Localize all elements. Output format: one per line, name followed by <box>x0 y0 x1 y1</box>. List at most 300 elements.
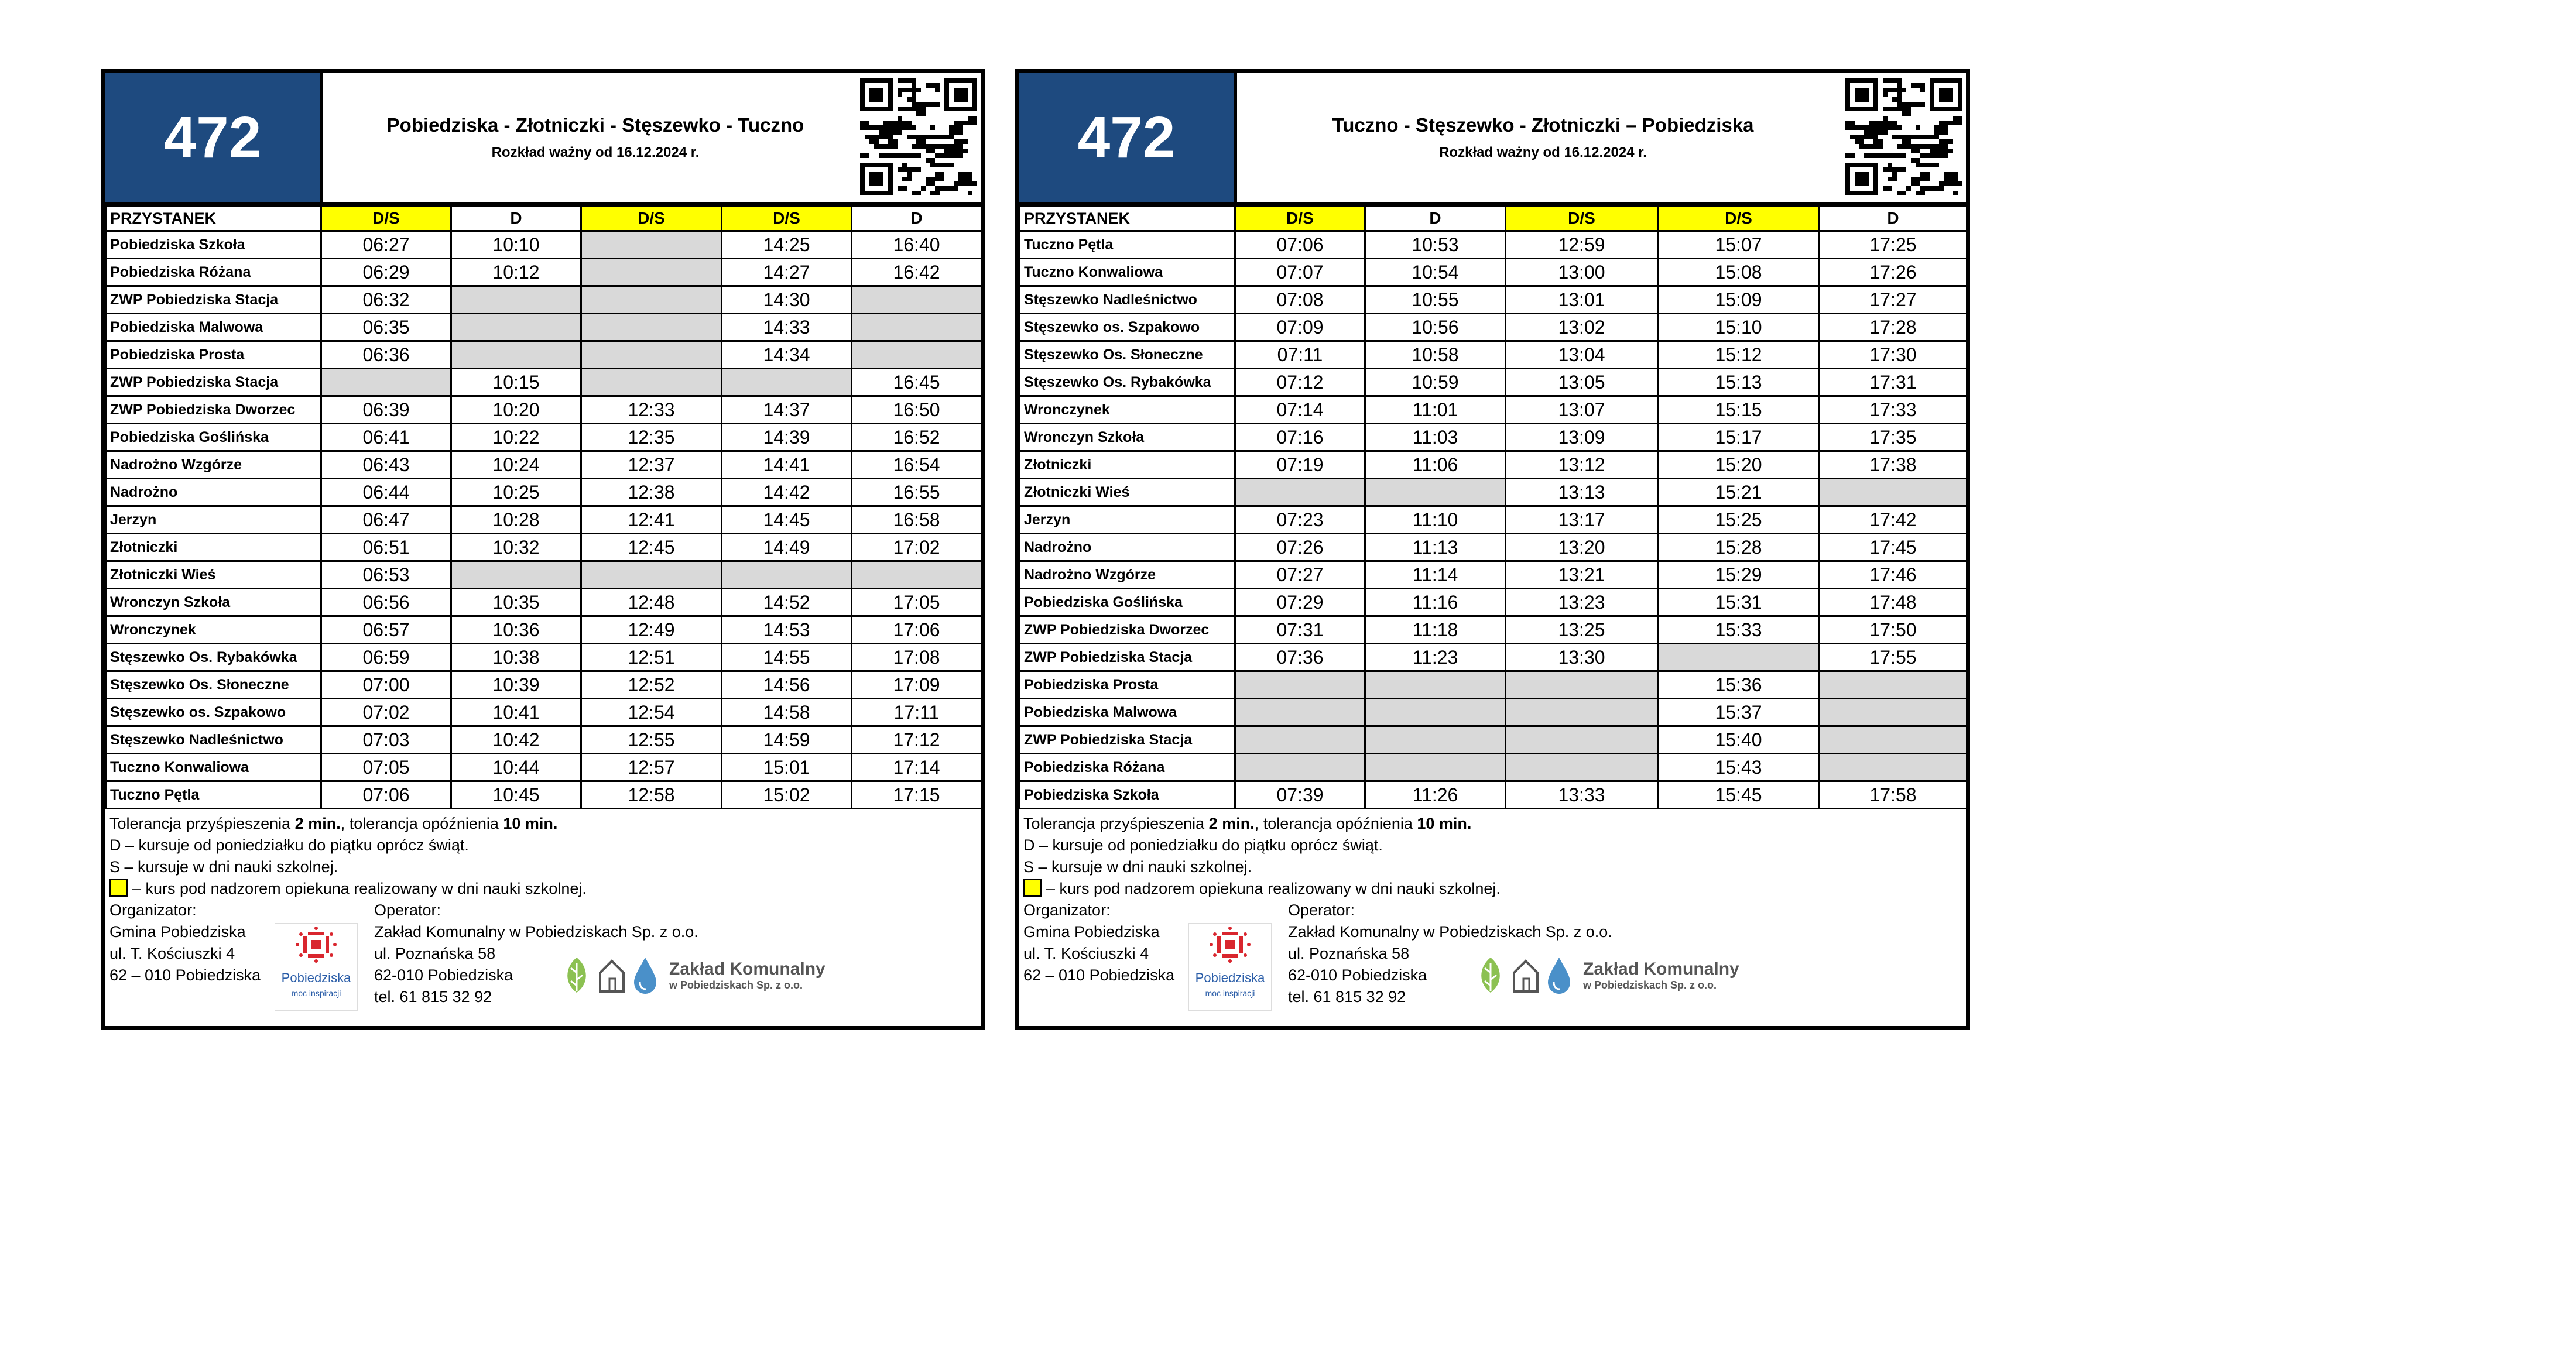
departure-time: 11:18 <box>1365 616 1506 644</box>
stop-name: Stęszewko Os. Słoneczne <box>106 671 321 699</box>
svg-text:Pobiedziska: Pobiedziska <box>1195 970 1265 985</box>
zaklad-komunalny-logo <box>561 955 825 995</box>
departure-time: 16:52 <box>852 424 982 451</box>
departure-time <box>1506 754 1658 781</box>
departure-time: 16:55 <box>852 479 982 506</box>
departure-time: 13:30 <box>1506 644 1658 671</box>
departure-time: 13:05 <box>1506 369 1658 396</box>
departure-time: 07:16 <box>1235 424 1365 451</box>
departure-time: 17:30 <box>1820 341 1967 369</box>
departure-time: 10:22 <box>451 424 581 451</box>
departure-time: 12:58 <box>581 781 722 809</box>
departure-time: 14:52 <box>722 589 852 616</box>
table-row <box>1020 561 1967 589</box>
departure-time: 17:05 <box>852 589 982 616</box>
departure-time <box>852 314 982 341</box>
departure-time <box>1365 479 1506 506</box>
table-row <box>106 451 982 479</box>
departure-time <box>1365 726 1506 754</box>
departure-time: 15:28 <box>1658 534 1820 561</box>
departure-time: 14:27 <box>722 259 852 286</box>
stop-name: Stęszewko Nadleśnictwo <box>1020 286 1235 314</box>
table-row <box>106 616 982 644</box>
departure-time: 13:04 <box>1506 341 1658 369</box>
departure-time: 14:33 <box>722 314 852 341</box>
tolerance-note: Tolerancja przyśpieszenia 2 min., tolerancja opóźnienia 10 min. <box>1023 815 1472 832</box>
operator-heading: Operator: <box>1288 901 1355 919</box>
departure-time: 10:12 <box>451 259 581 286</box>
departure-time <box>722 561 852 589</box>
column-header-0: D/S <box>321 206 451 231</box>
stop-name: Pobiedziska Goślińska <box>106 424 321 451</box>
departure-time <box>852 341 982 369</box>
stop-column-header: PRZYSTANEK <box>106 206 321 231</box>
zk-logo-title: Zakład Komunalny <box>1583 959 1739 979</box>
table-row <box>106 534 982 561</box>
column-header-0: D/S <box>1235 206 1365 231</box>
departure-time <box>1506 726 1658 754</box>
departure-time: 15:29 <box>1658 561 1820 589</box>
departure-time: 07:26 <box>1235 534 1365 561</box>
departure-time: 11:10 <box>1365 506 1506 534</box>
pobiedziska-logo <box>1188 923 1272 1011</box>
departure-time: 12:37 <box>581 451 722 479</box>
departure-time: 11:01 <box>1365 396 1506 424</box>
departure-time: 13:01 <box>1506 286 1658 314</box>
departure-time: 14:45 <box>722 506 852 534</box>
stop-name: Jerzyn <box>106 506 321 534</box>
departure-time <box>1235 671 1365 699</box>
table-row <box>1020 424 1967 451</box>
departure-time: 17:15 <box>852 781 982 809</box>
departure-time: 12:52 <box>581 671 722 699</box>
legend-s: S – kursuje w dni nauki szkolnej. <box>1023 858 1252 876</box>
yellow-square-icon <box>109 879 128 897</box>
departure-time: 06:59 <box>321 644 451 671</box>
legend-s: S – kursuje w dni nauki szkolnej. <box>109 858 338 876</box>
qr-code-icon[interactable] <box>1845 78 1962 195</box>
table-row <box>1020 671 1967 699</box>
departure-time: 10:25 <box>451 479 581 506</box>
table-row <box>106 286 982 314</box>
departure-time: 15:21 <box>1658 479 1820 506</box>
column-header-2: D/S <box>1506 206 1658 231</box>
departure-time: 17:38 <box>1820 451 1967 479</box>
departure-time: 14:56 <box>722 671 852 699</box>
departure-time: 11:26 <box>1365 781 1506 809</box>
departure-time: 12:49 <box>581 616 722 644</box>
departure-time: 17:25 <box>1820 231 1967 259</box>
departure-time: 11:16 <box>1365 589 1506 616</box>
departure-time: 06:27 <box>321 231 451 259</box>
departure-time <box>451 286 581 314</box>
svg-text:moc inspiracji: moc inspiracji <box>1205 989 1255 998</box>
timetable-header <box>1019 73 1966 205</box>
departure-time: 10:35 <box>451 589 581 616</box>
stop-name: Stęszewko Os. Rybakówka <box>1020 369 1235 396</box>
legend <box>1019 809 1966 900</box>
departure-time <box>1235 699 1365 726</box>
table-row <box>106 754 982 781</box>
departure-time: 06:36 <box>321 341 451 369</box>
table-row <box>1020 726 1967 754</box>
line-number: 472 <box>105 73 323 202</box>
stop-name: ZWP Pobiedziska Stacja <box>106 369 321 396</box>
header-row <box>1020 206 1967 231</box>
stop-name: Stęszewko os. Szpakowo <box>1020 314 1235 341</box>
stop-name: Złotniczki Wieś <box>106 561 321 589</box>
svg-text:Pobiedziska: Pobiedziska <box>281 970 351 985</box>
departure-time: 17:26 <box>1820 259 1967 286</box>
departure-time: 14:53 <box>722 616 852 644</box>
departure-time: 17:28 <box>1820 314 1967 341</box>
stop-name: Stęszewko os. Szpakowo <box>106 699 321 726</box>
zaklad-komunalny-logo <box>1475 955 1739 995</box>
stop-name: Tuczno Konwaliowa <box>1020 259 1235 286</box>
stop-name: ZWP Pobiedziska Dworzec <box>1020 616 1235 644</box>
table-row <box>1020 479 1967 506</box>
route-name: Tuczno - Stęszewko - Złotniczki – Pobiedziska <box>1332 114 1754 136</box>
departure-time: 10:41 <box>451 699 581 726</box>
organizer-info: Organizator: Gmina Pobiedziska ul. T. Kościuszki 4 62 – 010 Pobiedziska <box>1023 900 1174 986</box>
departure-time <box>581 259 722 286</box>
departure-time: 15:07 <box>1658 231 1820 259</box>
stop-name: Tuczno Pętla <box>106 781 321 809</box>
departure-time: 12:51 <box>581 644 722 671</box>
departure-time <box>1235 479 1365 506</box>
table-row <box>1020 451 1967 479</box>
departure-time: 10:44 <box>451 754 581 781</box>
departure-time: 07:31 <box>1235 616 1365 644</box>
table-row <box>1020 589 1967 616</box>
departure-time: 10:15 <box>451 369 581 396</box>
departure-time: 16:42 <box>852 259 982 286</box>
departure-time: 07:06 <box>321 781 451 809</box>
house-icon <box>1510 955 1541 995</box>
departure-time <box>451 314 581 341</box>
departure-time: 17:02 <box>852 534 982 561</box>
departure-time: 07:36 <box>1235 644 1365 671</box>
departure-time: 13:00 <box>1506 259 1658 286</box>
departure-time <box>581 231 722 259</box>
leaf-icon <box>1475 955 1506 995</box>
route-name: Pobiedziska - Złotniczki - Stęszewko - Tuczno <box>386 114 804 136</box>
departure-time: 17:06 <box>852 616 982 644</box>
departure-time: 13:25 <box>1506 616 1658 644</box>
departure-time: 17:08 <box>852 644 982 671</box>
departure-time: 10:20 <box>451 396 581 424</box>
departure-time: 17:42 <box>1820 506 1967 534</box>
valid-from: Rozkład ważny od 16.12.2024 r. <box>491 145 700 160</box>
departure-time <box>1365 699 1506 726</box>
departure-time: 17:09 <box>852 671 982 699</box>
timetable-header <box>105 73 981 205</box>
departure-time: 10:36 <box>451 616 581 644</box>
departure-time: 12:55 <box>581 726 722 754</box>
table-row <box>1020 286 1967 314</box>
title-block <box>323 73 868 202</box>
qr-code-icon[interactable] <box>860 78 977 195</box>
stop-name: Pobiedziska Różana <box>1020 754 1235 781</box>
departure-time: 14:34 <box>722 341 852 369</box>
table-row <box>1020 396 1967 424</box>
departure-time: 13:02 <box>1506 314 1658 341</box>
table-row <box>106 341 982 369</box>
table-row <box>1020 506 1967 534</box>
stop-name: Nadrożno Wzgórze <box>106 451 321 479</box>
stop-name: Stęszewko Nadleśnictwo <box>106 726 321 754</box>
house-icon <box>597 955 627 995</box>
departure-time: 14:58 <box>722 699 852 726</box>
departure-time: 12:33 <box>581 396 722 424</box>
column-header-4: D <box>852 206 982 231</box>
operator-info: Operator: Zakład Komunalny w Pobiedziskach Sp. z o.o. ul. Poznańska 58 62-010 Pobiedziska tel. 61 815 32 92 <box>1288 900 1612 1008</box>
table-row <box>1020 699 1967 726</box>
departure-time: 17:48 <box>1820 589 1967 616</box>
departure-time: 10:42 <box>451 726 581 754</box>
departure-time: 17:46 <box>1820 561 1967 589</box>
departure-time: 06:56 <box>321 589 451 616</box>
departure-time: 17:45 <box>1820 534 1967 561</box>
departure-time: 15:08 <box>1658 259 1820 286</box>
leaf-icon <box>561 955 592 995</box>
departure-time: 11:14 <box>1365 561 1506 589</box>
departure-time: 07:02 <box>321 699 451 726</box>
table-row <box>106 644 982 671</box>
departure-time: 17:50 <box>1820 616 1967 644</box>
departure-time: 12:48 <box>581 589 722 616</box>
departure-time: 14:41 <box>722 451 852 479</box>
departure-time: 12:54 <box>581 699 722 726</box>
stop-name: Wronczynek <box>106 616 321 644</box>
departure-time: 14:25 <box>722 231 852 259</box>
departure-time <box>581 369 722 396</box>
departure-time: 10:55 <box>1365 286 1506 314</box>
organizer-heading: Organizator: <box>109 901 197 919</box>
departure-time: 16:54 <box>852 451 982 479</box>
operator-heading: Operator: <box>374 901 441 919</box>
tolerance-note: Tolerancja przyśpieszenia 2 min., tolerancja opóźnienia 10 min. <box>109 815 558 832</box>
svg-text:moc inspiracji: moc inspiracji <box>291 989 341 998</box>
departure-time: 15:36 <box>1658 671 1820 699</box>
departure-time <box>1365 671 1506 699</box>
departure-time: 07:39 <box>1235 781 1365 809</box>
table-row <box>106 369 982 396</box>
departure-time: 13:33 <box>1506 781 1658 809</box>
departure-time: 13:20 <box>1506 534 1658 561</box>
title-block <box>1237 73 1849 202</box>
organizer-operator <box>1019 900 1966 1017</box>
departure-time: 06:29 <box>321 259 451 286</box>
departure-time: 07:07 <box>1235 259 1365 286</box>
departure-time: 15:37 <box>1658 699 1820 726</box>
departure-time: 14:37 <box>722 396 852 424</box>
departure-time: 13:07 <box>1506 396 1658 424</box>
table-row <box>106 314 982 341</box>
table-row <box>1020 754 1967 781</box>
stop-name: Złotniczki <box>1020 451 1235 479</box>
departure-time <box>1365 754 1506 781</box>
departure-time: 07:05 <box>321 754 451 781</box>
table-row <box>1020 616 1967 644</box>
stop-name: Stęszewko Os. Słoneczne <box>1020 341 1235 369</box>
departure-time: 14:59 <box>722 726 852 754</box>
table-row <box>106 699 982 726</box>
stop-name: ZWP Pobiedziska Stacja <box>1020 644 1235 671</box>
organizer-heading: Organizator: <box>1023 901 1111 919</box>
departure-time: 10:45 <box>451 781 581 809</box>
departure-time: 10:54 <box>1365 259 1506 286</box>
water-drop-icon <box>1546 955 1573 995</box>
departure-time: 07:06 <box>1235 231 1365 259</box>
table-row <box>1020 341 1967 369</box>
departure-time: 10:24 <box>451 451 581 479</box>
departure-time <box>1820 479 1967 506</box>
stop-name: ZWP Pobiedziska Dworzec <box>106 396 321 424</box>
departure-time: 15:20 <box>1658 451 1820 479</box>
departure-time: 15:31 <box>1658 589 1820 616</box>
departure-time <box>722 369 852 396</box>
stop-name: Wronczyn Szkoła <box>106 589 321 616</box>
departure-time: 07:12 <box>1235 369 1365 396</box>
stop-name: Nadrożno Wzgórze <box>1020 561 1235 589</box>
departure-time: 10:59 <box>1365 369 1506 396</box>
departure-time: 07:23 <box>1235 506 1365 534</box>
departure-time: 10:32 <box>451 534 581 561</box>
column-header-1: D <box>1365 206 1506 231</box>
departure-time: 12:45 <box>581 534 722 561</box>
departure-time: 17:35 <box>1820 424 1967 451</box>
departure-time: 15:02 <box>722 781 852 809</box>
table-row <box>106 424 982 451</box>
departure-time: 14:42 <box>722 479 852 506</box>
yellow-square-icon <box>1023 879 1042 897</box>
stop-name: Złotniczki Wieś <box>1020 479 1235 506</box>
stop-name: Nadrożno <box>106 479 321 506</box>
stop-name: ZWP Pobiedziska Stacja <box>1020 726 1235 754</box>
table-row <box>106 781 982 809</box>
zk-logo-subtitle: w Pobiedziskach Sp. z o.o. <box>669 979 803 991</box>
stop-name: Wronczynek <box>1020 396 1235 424</box>
stop-column-header: PRZYSTANEK <box>1020 206 1235 231</box>
legend-guardian: – kurs pod nadzorem opiekuna realizowany w dni nauki szkolnej. <box>1023 878 1961 900</box>
departure-time <box>1235 726 1365 754</box>
stop-name: Pobiedziska Różana <box>106 259 321 286</box>
departure-time <box>1820 699 1967 726</box>
departure-time: 16:58 <box>852 506 982 534</box>
legend-d: D – kursuje od poniedziałku do piątku oprócz świąt. <box>109 836 469 854</box>
table-row <box>106 506 982 534</box>
departure-time: 07:11 <box>1235 341 1365 369</box>
departure-time <box>852 286 982 314</box>
departure-time: 15:40 <box>1658 726 1820 754</box>
stop-name: Złotniczki <box>106 534 321 561</box>
schedule-table <box>105 205 982 809</box>
stop-name: Pobiedziska Malwowa <box>106 314 321 341</box>
column-header-3: D/S <box>1658 206 1820 231</box>
departure-time: 07:00 <box>321 671 451 699</box>
departure-time: 10:28 <box>451 506 581 534</box>
departure-time: 16:45 <box>852 369 982 396</box>
departure-time: 14:55 <box>722 644 852 671</box>
departure-time <box>1506 699 1658 726</box>
table-row <box>106 561 982 589</box>
operator-info: Operator: Zakład Komunalny w Pobiedziskach Sp. z o.o. ul. Poznańska 58 62-010 Pobiedziska tel. 61 815 32 92 <box>374 900 698 1008</box>
departure-time <box>321 369 451 396</box>
departure-time: 10:38 <box>451 644 581 671</box>
line-number: 472 <box>1019 73 1237 202</box>
table-row <box>106 671 982 699</box>
departure-time: 15:09 <box>1658 286 1820 314</box>
departure-time: 15:12 <box>1658 341 1820 369</box>
valid-from: Rozkład ważny od 16.12.2024 r. <box>1439 145 1647 160</box>
stop-name: Pobiedziska Goślińska <box>1020 589 1235 616</box>
departure-time <box>451 341 581 369</box>
table-row <box>1020 369 1967 396</box>
table-row <box>106 259 982 286</box>
column-header-3: D/S <box>722 206 852 231</box>
departure-time: 15:01 <box>722 754 852 781</box>
departure-time: 12:41 <box>581 506 722 534</box>
departure-time: 16:40 <box>852 231 982 259</box>
header-row <box>106 206 982 231</box>
table-row <box>1020 534 1967 561</box>
departure-time: 07:09 <box>1235 314 1365 341</box>
table-row <box>106 479 982 506</box>
table-row <box>1020 259 1967 286</box>
departure-time: 07:29 <box>1235 589 1365 616</box>
departure-time: 06:47 <box>321 506 451 534</box>
departure-time: 06:51 <box>321 534 451 561</box>
stop-name: Stęszewko Os. Rybakówka <box>106 644 321 671</box>
departure-time: 11:23 <box>1365 644 1506 671</box>
departure-time: 06:44 <box>321 479 451 506</box>
departure-time: 11:13 <box>1365 534 1506 561</box>
departure-time: 12:57 <box>581 754 722 781</box>
table-row <box>1020 644 1967 671</box>
departure-time: 11:06 <box>1365 451 1506 479</box>
departure-time: 13:23 <box>1506 589 1658 616</box>
departure-time: 06:43 <box>321 451 451 479</box>
departure-time: 14:39 <box>722 424 852 451</box>
departure-time: 06:41 <box>321 424 451 451</box>
departure-time: 13:17 <box>1506 506 1658 534</box>
departure-time <box>1658 644 1820 671</box>
departure-time <box>1235 754 1365 781</box>
departure-time: 15:15 <box>1658 396 1820 424</box>
departure-time: 07:14 <box>1235 396 1365 424</box>
organizer-operator <box>105 900 981 1017</box>
departure-time <box>581 314 722 341</box>
column-header-1: D <box>451 206 581 231</box>
legend-d: D – kursuje od poniedziałku do piątku oprócz świąt. <box>1023 836 1383 854</box>
stop-name: Tuczno Konwaliowa <box>106 754 321 781</box>
departure-time: 17:14 <box>852 754 982 781</box>
zk-logo-title: Zakład Komunalny <box>669 959 825 979</box>
departure-time: 06:32 <box>321 286 451 314</box>
departure-time: 15:45 <box>1658 781 1820 809</box>
departure-time: 13:09 <box>1506 424 1658 451</box>
timetable-outbound <box>101 69 985 1030</box>
departure-time: 17:27 <box>1820 286 1967 314</box>
departure-time: 12:35 <box>581 424 722 451</box>
departure-time: 17:58 <box>1820 781 1967 809</box>
departure-time: 12:38 <box>581 479 722 506</box>
departure-time: 06:39 <box>321 396 451 424</box>
departure-time <box>581 286 722 314</box>
departure-time: 17:55 <box>1820 644 1967 671</box>
departure-time: 10:58 <box>1365 341 1506 369</box>
